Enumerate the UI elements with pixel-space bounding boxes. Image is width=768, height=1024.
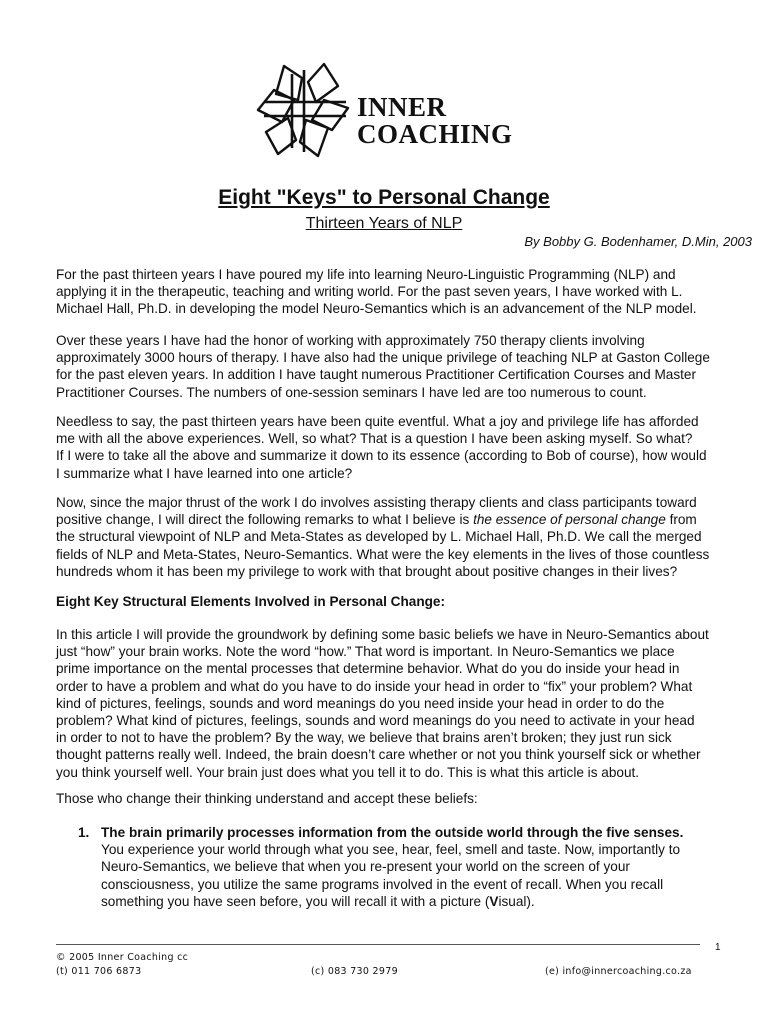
list-item-text: isual). (498, 893, 535, 909)
paragraph-line: Practitioner Courses. The numbers of one-session seminars I have led are too numerous to count. (56, 384, 647, 400)
paragraph-line: I summarize what I have learned into one article? (56, 465, 353, 481)
list-item-body (101, 824, 741, 910)
list-item-bold-letter: V (489, 893, 499, 909)
paragraph-text: from (665, 512, 697, 528)
paragraph-line: Now, since the major thrust of the work I do involves assisting therapy clients and class participants toward (56, 495, 697, 510)
paragraph-line: order to have a problem and what do you have to do inside your head in order to “fix” your problem? What (56, 678, 693, 694)
section-heading (56, 593, 726, 610)
logo-emblem-icon (254, 60, 354, 160)
footer-copyright: © 2005 Inner Coaching cc (56, 952, 189, 963)
paragraph-line: Michael Hall, Ph.D. in developing the model Neuro-Semantics which is an advancement of the NLP model. (56, 301, 697, 317)
paragraph-line: me with all the above experiences. Well, so what? That is a question I have been asking myself. So what? (56, 431, 693, 447)
paragraph-line: in order to not to have the problem? By the way, we believe that brains aren’t broken; they just run sick (56, 730, 672, 746)
paragraph-line: applying it in the therapeutic, teaching and writing world. For the past seven years, I have worked with L. (56, 284, 683, 300)
inner-coaching-logo (254, 60, 534, 160)
logo-text-inner: INNER (357, 92, 447, 122)
paragraph-line: approximately 3000 hours of therapy. I have also had the unique privilege of teaching NLP at Gaston College (56, 350, 710, 366)
list-number: 1. (78, 825, 90, 840)
paragraph-5 (56, 626, 726, 781)
paragraph-6 (56, 790, 726, 807)
paragraph-line: you think yourself well. Your brain just does what you tell it to do. This is what this article is about. (56, 764, 640, 780)
emphasis-text: the essence of personal change (473, 512, 666, 528)
paragraph-line: Those who change their thinking understand and accept these beliefs: (56, 791, 478, 806)
list-item-heading: The brain primarily processes information from the outside world through the five senses. (101, 825, 684, 840)
paragraph-line: for the past eleven years. In addition I have taught numerous Practitioner Certification Courses and Master (56, 367, 697, 383)
footer-telephone: (t) 011 706 6873 (56, 966, 142, 977)
paragraph-line: the structural viewpoint of NLP and Meta-States as developed by L. Michael Hall, Ph.D. We call the merged (56, 529, 702, 545)
paragraph-line: problem? What kind of pictures, feelings, sounds and word meanings do you need to activate in your head (56, 713, 695, 729)
footer-divider (56, 944, 700, 945)
paragraph-line: just “how” your brain works. Note the word “how.” That word is important. In Neuro-Semantics we place (56, 644, 675, 660)
paragraph-line: prime importance on the mental processes that determine behavior. What do you do inside your head in (56, 661, 680, 677)
paragraph-line: thought patterns really well. Indeed, the brain doesn’t care whether or not you think yourself sick or whether (56, 747, 701, 763)
list-item-line: Neuro-Semantics, we believe that when you re-present your world on the screen of your (101, 859, 630, 875)
paragraph-line: fields of NLP and Meta-States, Neuro-Semantics. What were the key elements in the lives of those countless (56, 546, 710, 562)
list-item-line (101, 893, 741, 910)
paragraph-text: positive change, I will direct the following remarks to what I believe is (56, 512, 474, 528)
paragraph-3 (56, 413, 726, 482)
document-title: Eight "Keys" to Personal Change (218, 186, 550, 209)
list-item-line: consciousness, you utilize the same programs involved in the event of recall. When you recall (101, 876, 664, 892)
paragraph-line: hundreds whom it has been my privilege to work with that brought about positive changes in their lives? (56, 563, 678, 579)
list-item-text: something you have seen before, you will recall it with a picture ( (101, 893, 490, 909)
footer-email: (e) info@innercoaching.co.za (545, 966, 692, 977)
author-byline: By Bobby G. Bodenhamer, D.Min, 2003 (524, 234, 752, 249)
paragraph-line: Needless to say, the past thirteen years have been quite eventful. What a joy and privilege life has afforded (56, 414, 699, 429)
paragraph-line (56, 511, 726, 528)
section-heading-text: Eight Key Structural Elements Involved in Personal Change: (56, 594, 446, 609)
paragraph-4 (56, 494, 726, 580)
document-subtitle: Thirteen Years of NLP (305, 215, 463, 232)
paragraph-1 (56, 266, 726, 318)
paragraph-line: In this article I will provide the groundwork by defining some basic beliefs we have in Neuro-Semantics about (56, 627, 709, 642)
footer-cell: (c) 083 730 2979 (311, 966, 398, 977)
paragraph-line: If I were to take all the above and summarize it down to its essence (according to Bob of course), how would (56, 448, 707, 464)
page-number: 1 (715, 942, 721, 953)
list-item-line: You experience your world through what you see, hear, feel, smell and taste. Now, importantly to (101, 842, 681, 858)
paragraph-2 (56, 332, 726, 401)
paragraph-line: kind of pictures, feelings, sounds and word meanings do you need inside your head in order to do the (56, 695, 665, 711)
paragraph-line: Over these years I have had the honor of working with approximately 750 therapy clients involving (56, 333, 645, 348)
paragraph-line: For the past thirteen years I have poured my life into learning Neuro-Linguistic Programming (NLP) and (56, 267, 676, 282)
logo-text-coaching: COACHING (357, 119, 513, 149)
